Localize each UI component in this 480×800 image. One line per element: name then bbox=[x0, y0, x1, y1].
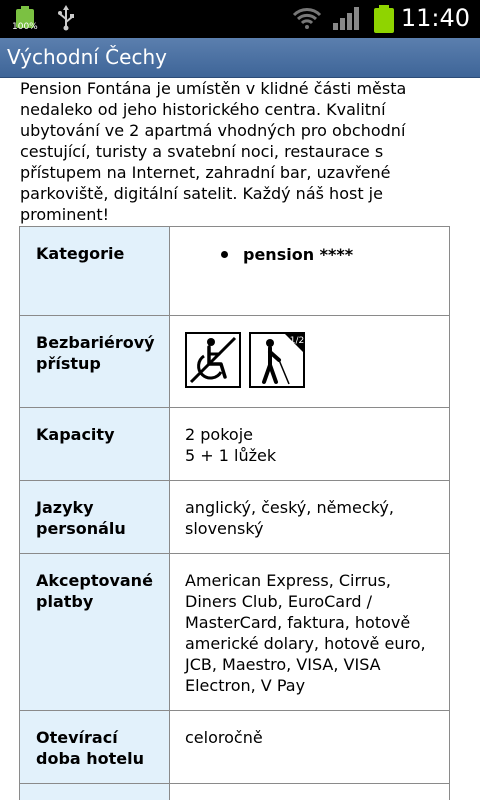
table-row bbox=[20, 227, 450, 316]
usb-icon bbox=[56, 5, 76, 31]
blind-partially-accessible-icon bbox=[249, 332, 305, 388]
table-row bbox=[20, 481, 450, 554]
capacity-beds: 5 + 1 lůžek bbox=[185, 446, 277, 465]
battery-percent: 100% bbox=[12, 22, 38, 32]
battery-icon bbox=[373, 5, 395, 33]
capacity-rooms: 2 pokoje bbox=[185, 425, 253, 444]
clock: 11:40 bbox=[400, 4, 470, 32]
title-bar bbox=[0, 38, 480, 78]
row-label: Kapacity bbox=[20, 408, 170, 481]
wifi-icon bbox=[292, 6, 322, 30]
list-item: pension **** bbox=[221, 244, 439, 265]
wheelchair-not-accessible-icon bbox=[185, 332, 241, 388]
table-row bbox=[20, 554, 450, 711]
icon-badge: 1/2 bbox=[289, 336, 305, 346]
row-value bbox=[170, 227, 450, 316]
row-label: Otevírací doba hotelu bbox=[20, 711, 170, 784]
row-label: Jazyky personálu bbox=[20, 481, 170, 554]
info-table bbox=[19, 226, 450, 800]
row-label: Kategorie bbox=[20, 227, 170, 316]
content-area[interactable] bbox=[0, 78, 480, 800]
status-bar bbox=[0, 0, 480, 38]
category-list bbox=[185, 227, 439, 265]
row-label bbox=[20, 784, 170, 800]
table-row bbox=[20, 711, 450, 784]
page-title: Východní Čechy bbox=[7, 45, 167, 69]
row-value: anglický, český, německý, slovenský bbox=[170, 481, 450, 554]
row-value bbox=[170, 316, 450, 408]
table-row bbox=[20, 784, 450, 800]
row-value bbox=[170, 784, 450, 800]
table-row bbox=[20, 316, 450, 408]
row-label: Akceptované platby bbox=[20, 554, 170, 711]
intro-text: Pension Fontána je umístěn v klidné části města nedaleko od jeho historického centra. Kvalitní ubytování ve 2 apartmá vhodných pro obchodní cestující, turisty a svatební noci, restaurace s přístupem na Internet, zahradní bar, uzavřené parkoviště, digitální satelit. Každý náš host je prominent! bbox=[20, 79, 407, 224]
signal-icon bbox=[332, 6, 360, 30]
table-row bbox=[20, 408, 450, 481]
row-value: American Express, Cirrus, Diners Club, EuroCard / MasterCard, faktura, hotově americké dolary, hotově euro, JCB, Maestro, VISA, VISA Electron, V Pay bbox=[170, 554, 450, 711]
row-value bbox=[170, 408, 450, 481]
row-label: Bezbariérový přístup bbox=[20, 316, 170, 408]
row-value: celoročně bbox=[170, 711, 450, 784]
